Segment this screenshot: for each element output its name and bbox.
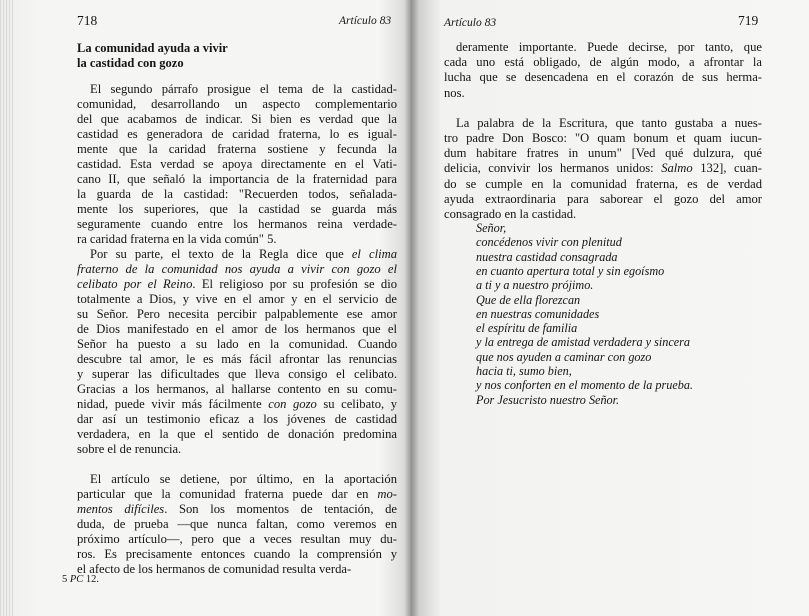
prayer-line: en nuestras comunidades (476, 306, 600, 321)
footnote-marker: 5 (62, 574, 70, 585)
text-line: dar así un testimonio eficaz a los jóvenes de castidad (77, 411, 397, 426)
prayer-line: y la entrega de amistad verdadera y sincera (476, 335, 691, 350)
text-line: ra caridad fraterna en la vida común" 5. (77, 232, 277, 246)
text-line: comunidad, desarrollando un aspecto complementario (77, 97, 397, 111)
footnote-ref: 12. (83, 574, 100, 585)
footnote-source: PC (69, 574, 84, 585)
text-line: delicia, convivir los hermanos unidos: Salmo 132], cuan- (444, 161, 762, 176)
page-number-right: 719 (738, 13, 759, 28)
text-line: deramente importante. Puede decirse, por tanto, que (456, 40, 762, 54)
text-line: cada uno está obligado, de algún modo, a afrontar la (444, 55, 762, 70)
section-title-line: la castidad con gozo (77, 56, 184, 70)
text-line: mente los superiores, que la castidad se guarda más (77, 202, 397, 216)
section-title-line: La comunidad ayuda a vivir (77, 41, 228, 55)
text-line: nidad, puede vivir más fácilmente con gozo su celibato, y (77, 396, 398, 411)
text-line: La palabra de la Escritura, que tanto gustaba a nues- (456, 115, 762, 130)
footnote (62, 574, 99, 585)
text-line: seguramente cuando entre los hermanos reina verdade- (77, 217, 397, 231)
text-line: duda, de prueba —que nunca faltan, como veremos en (77, 516, 397, 531)
prayer-line: hacia ti, sumo bien, (476, 364, 572, 378)
prayer-line: concédenos vivir con plenitud (476, 235, 622, 250)
text-line: próximo artículo—, pero que a veces resultan muy du- (77, 531, 397, 546)
text-line: verdadera, en la que el sentido de donación predomina (77, 426, 397, 441)
text-line: El artículo se detiene, por último, en la aportación (90, 471, 397, 486)
text-line: nos. (444, 85, 465, 100)
prayer-line: en cuanto apertura total y sin egoísmo (476, 263, 665, 278)
text-line: ros. Es precisamente entonces cuando la comprensión y (77, 546, 397, 561)
text-line: su Señor. Pero necesita percibir palpablemente ese amor (77, 306, 397, 321)
right-page (411, 0, 809, 616)
text-line: El segundo párrafo prosigue el tema de la castidad- (90, 82, 397, 96)
prayer-line: Por Jesucristo nuestro Señor. (476, 392, 620, 407)
text-line: dum habitare fratres in unum" [Ved qué dulzura, qué (444, 146, 762, 161)
text-line: Gracias a los hermanos, al hallarse contento en su comu- (77, 381, 397, 396)
text-line: descubre tal amor, le es más fácil afrontar las renuncias (77, 351, 397, 366)
text-line: cano II, que señaló la importancia de la fraternidad para (77, 172, 397, 186)
text-line: ayuda extraordinaria para saborear el gozo del amor (444, 191, 762, 206)
text-line: celibato por el Reino. El religioso por su profesión se dio (77, 276, 397, 291)
prayer-line: y nos conforten en el momento de la prueba. (476, 378, 693, 393)
text-line: particular que la comunidad fraterna puede dar en mo- (77, 486, 397, 501)
section-title (77, 41, 377, 71)
text-line: fraterno de la comunidad nos ayuda a vivir con gozo el (77, 261, 397, 276)
text-line: Por su parte, el texto de la Regla dice que el clima (90, 246, 397, 261)
text-line: do se cumple en la comunidad fraterna, es de verdad (444, 176, 762, 191)
text-line: de Dios manifestado en el amor de los hermanos que el (77, 321, 397, 336)
text-line: la guarda de la castidad: "Recuerden todos, señalada- (77, 187, 397, 201)
running-head-right: Artículo 83 (444, 17, 497, 29)
text-line: del que acabamos de indicar. Si bien es verdad que la (77, 112, 397, 126)
text-line: castidad. Esta verdad se apoya directamente en el Vati- (77, 157, 397, 171)
prayer-line: Señor, (476, 221, 507, 235)
text-line: lucha que se desencadena en el corazón de sus herma- (444, 70, 762, 85)
text-line: mente que la caridad fraterna sostiene y fecunda la (77, 142, 397, 156)
text-line: consagrado en la castidad. (444, 207, 577, 221)
prayer-line: el espíritu de familia (476, 321, 578, 336)
text-line: sobre el de renuncia. (77, 441, 182, 456)
text-line: y superar las dificultades que lleva consigo el celibato. (77, 366, 397, 381)
page-edge-stack (0, 0, 14, 616)
prayer-line: Que de ella florezcan (476, 292, 581, 307)
text-line: Señor ha puesto a su lado en la comunidad. Cuando (77, 336, 397, 351)
text-line: tro padre Don Bosco: "O quam bonum et quam iucun- (444, 131, 762, 145)
running-head-left: Artículo 83 (339, 15, 392, 27)
text-line: castidad es generadora de caridad fraterna, lo es igual- (77, 127, 397, 141)
page-number-left: 718 (77, 13, 98, 28)
prayer-line: que nos ayuden a caminar con gozo (476, 349, 652, 364)
text-line: el afecto de los hermanos de comunidad resulta verda- (77, 561, 352, 576)
prayer-line: a ti y a nuestro prójimo. (476, 278, 594, 293)
text-line: totalmente a Dios, y vive en el amor y en el servicio de (77, 291, 397, 306)
prayer-line: nuestra castidad consagrada (476, 249, 618, 264)
text-line: mentos difíciles. Son los momentos de tentación, de (77, 501, 397, 516)
